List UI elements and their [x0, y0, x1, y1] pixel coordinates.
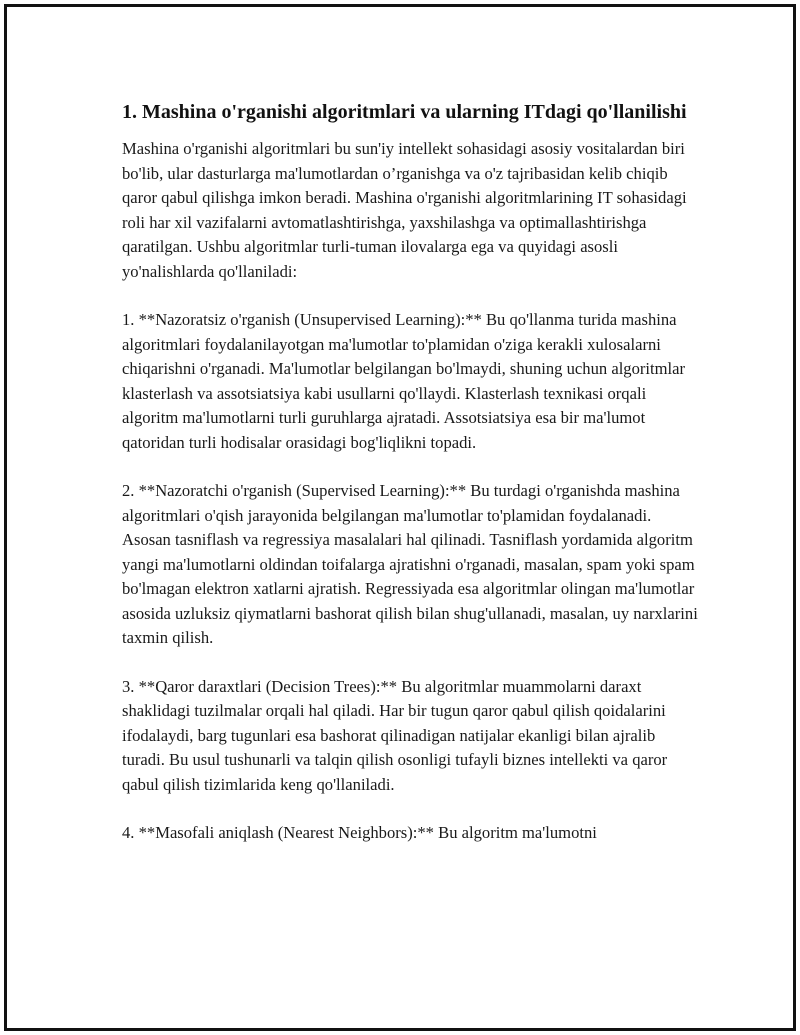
document-body — [122, 99, 702, 870]
decision-trees-paragraph: 3. **Qaror daraxtlari (Decision Trees):** Bu algoritmlar muammolarni daraxt shaklidagi tuzilmalar orqali hal qiladi. Har bir tugun qaror qabul qilish qoidalarini ifodalaydi, barg tugunlari esa bashorat qilinadigan natijalar ekanligi bilan ajralib turadi. Bu usul tushunarli va talqin qilish osonligi tufayli biznes intellekti va qaror qabul qilish tizimlarida keng qo'llaniladi. — [122, 676, 668, 794]
intro-paragraph: Mashina o'rganishi algoritmlari bu sun'iy intellekt sohasidagi asosiy vositalardan biri bo'lib, ular dasturlarga ma'lumotlardan o’rganishga va o'z tajribasidan kelib chiqib qaror qabul qilishga imkon beradi. Mashina o'rganishi algoritmlarining IT sohasidagi roli har xil vazifalarni avtomatlashtirishga, yaxshilashga va optimallashtirishga qaratilgan. Ushbu algoritmlar turli-tuman ilovalarga ega va quyidagi asosli yo'nalishlarda qo'llaniladi: — [122, 139, 687, 281]
nearest-neighbors-paragraph: 4. **Masofali aniqlash (Nearest Neighbors):** Bu algoritm ma'lumotni — [122, 823, 597, 842]
unsupervised-learning-paragraph: 1. **Nazoratsiz o'rganish (Unsupervised Learning):** Bu qo'llanma turida mashina algoritmlari foydalanilayotgan ma'lumotlar to'plamidan o'ziga kerakli xulosalarni chiqarishni o'rganadi. Ma'lumotlar belgilangan bo'lmaydi, shuning uchun algoritmlar klasterlash va assotsiatsiya kabi usullarni qo'llaydi. Klasterlash texnikasi orqali algoritm ma'lumotlarni turli guruhlarga ajratadi. Assotsiatsiya esa bir ma'lumot qatoridan turli hodisalar orasidagi bog'liqlikni topadi. — [122, 310, 686, 452]
document-title: 1. Mashina o'rganishi algoritmlari va ularning ITdagi qo'llanilishi — [122, 101, 687, 123]
document-page — [4, 4, 796, 1031]
supervised-learning-paragraph: 2. **Nazoratchi o'rganish (Supervised Learning):** Bu turdagi o'rganishda mashina algoritmlari o'qish jarayonida belgilangan ma'lumotlar to'plamidan foydalanadi. Asosan tasniflash va regressiya masalalari hal qilinadi. Tasniflash yordamida algoritm yangi ma'lumotlarni oldindan toifalarga ajratishni o'rganadi, masalan, spam yoki spam bo'lmagan elektron xatlarni ajratish. Regressiyada esa algoritmlar olingan ma'lumotlar asosida uzluksiz qiymatlarni bashorat qilish bilan shug'ullanadi, masalan, uy narxlarini taxmin qilish. — [122, 481, 698, 647]
